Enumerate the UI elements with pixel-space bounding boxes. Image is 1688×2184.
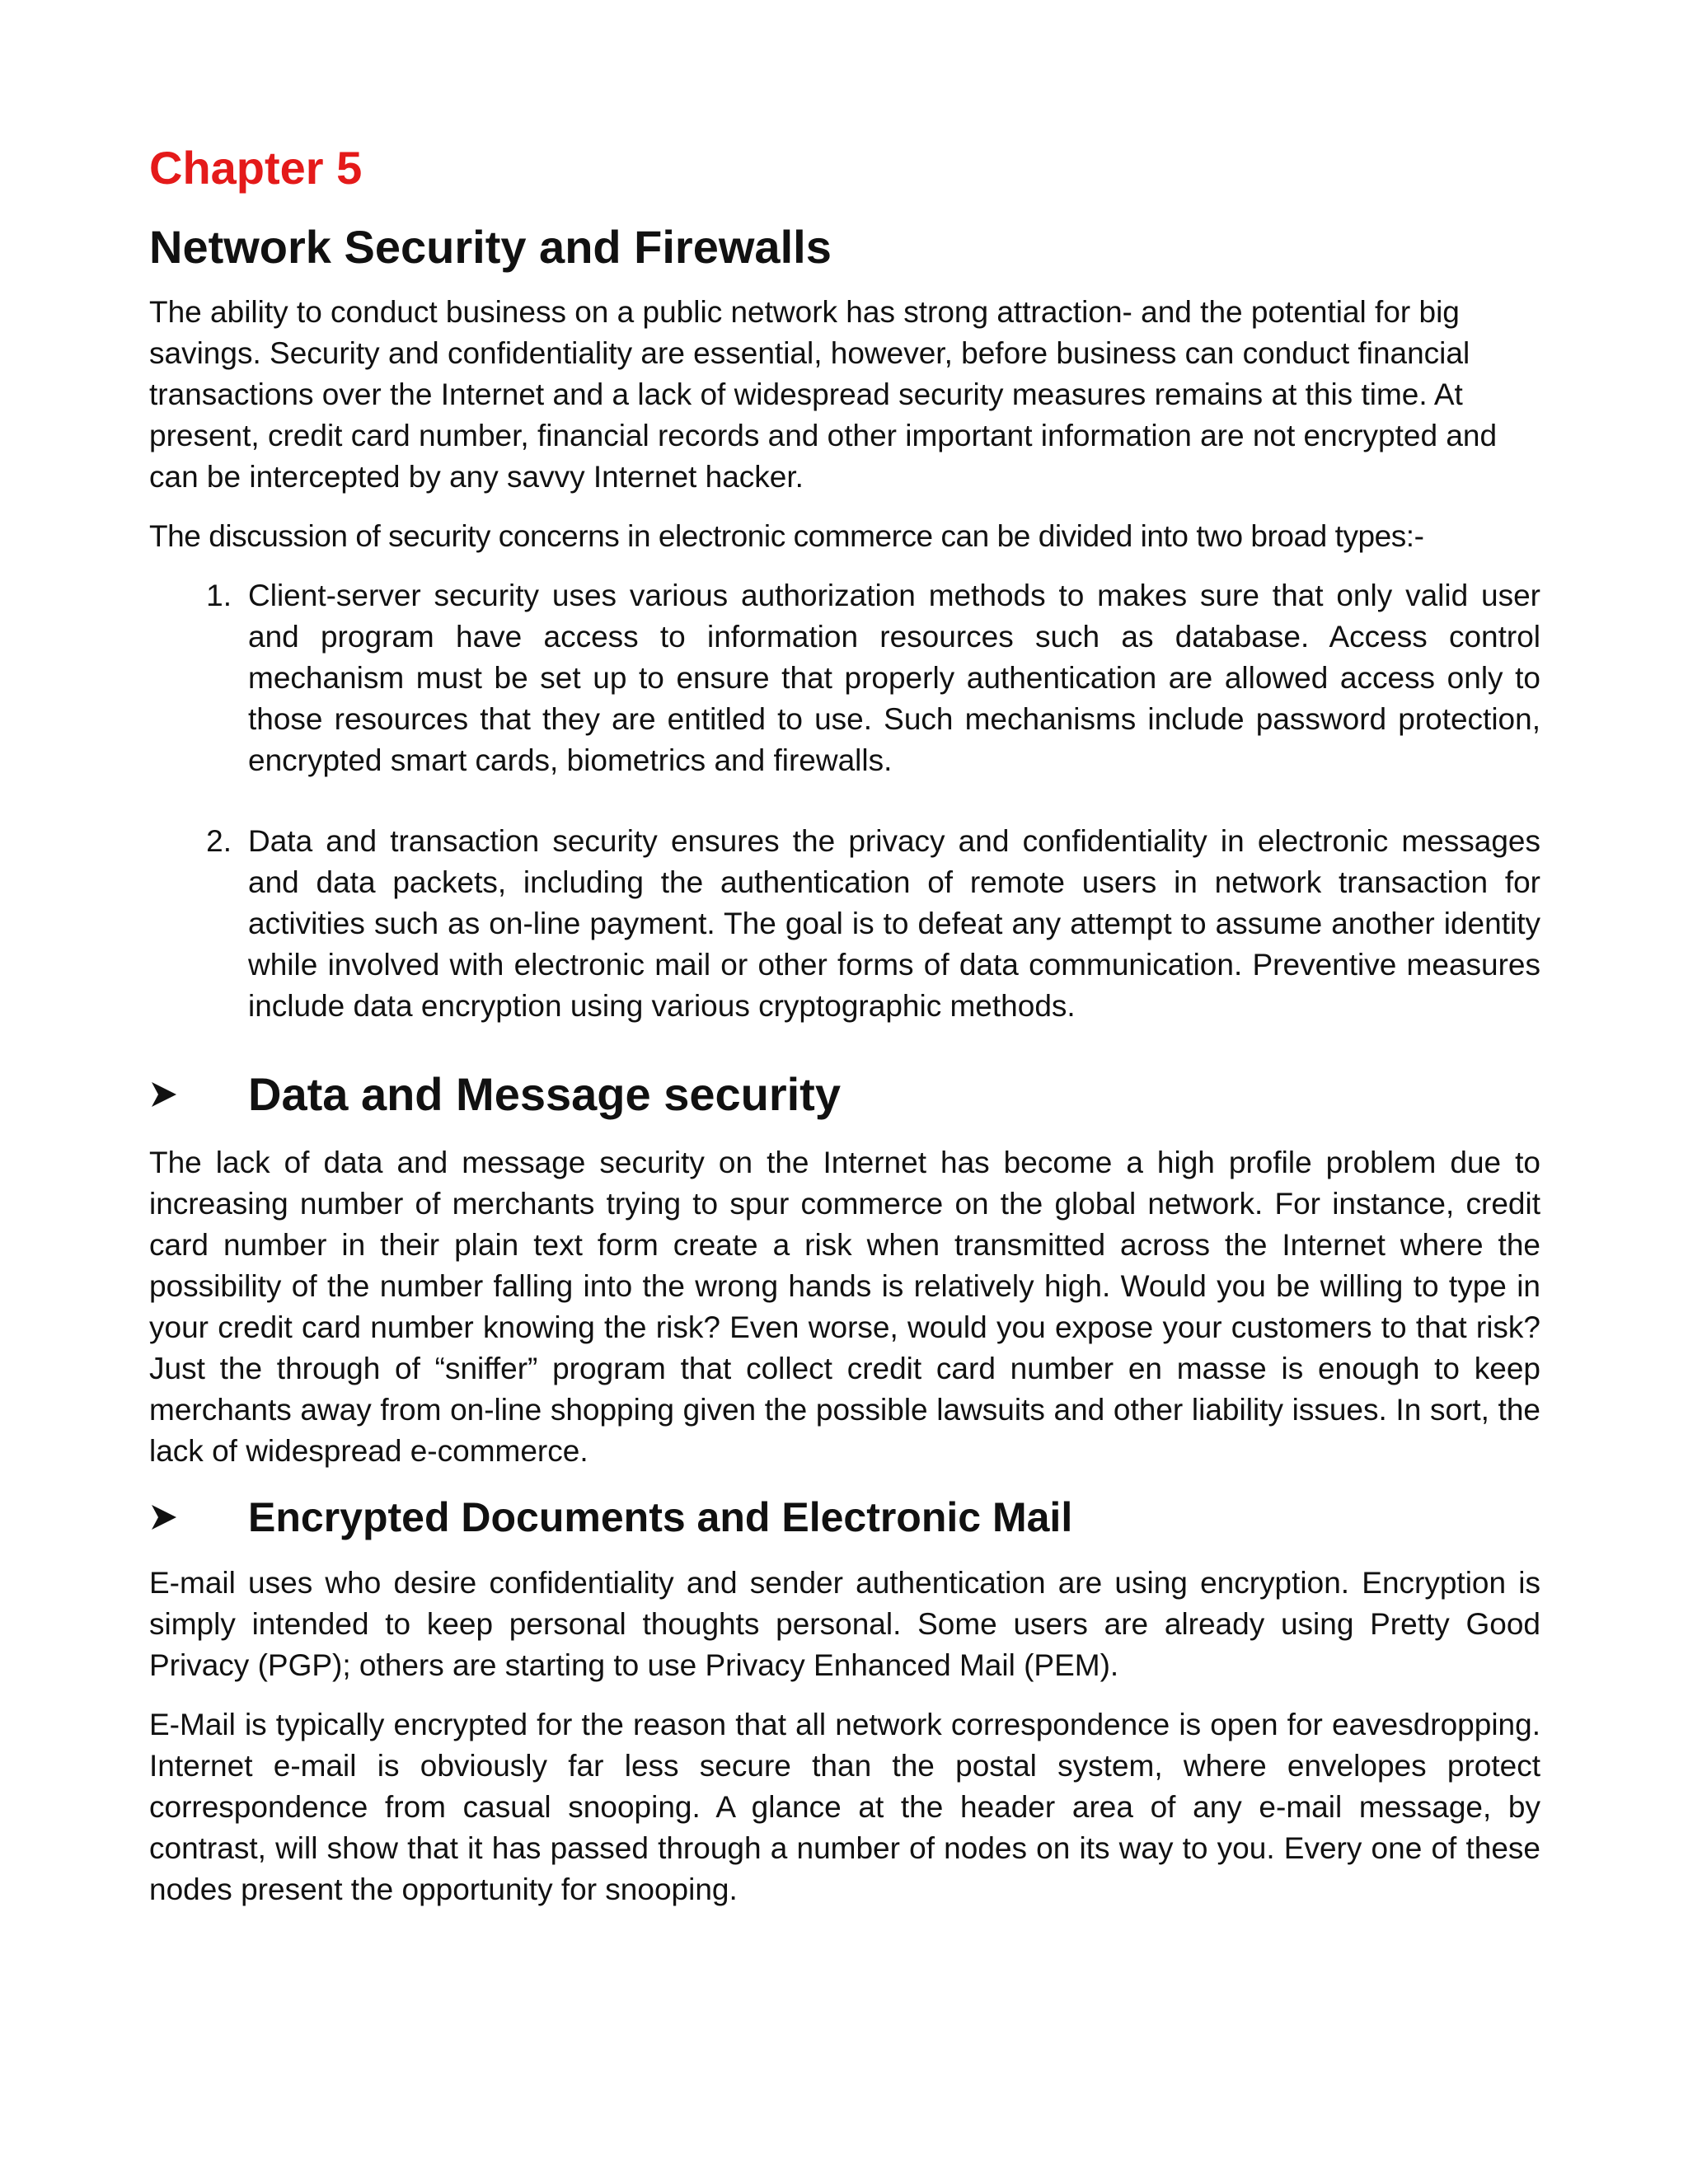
encrypted-paragraph-2: E-Mail is typically encrypted for the reason that all network correspondence is open for eavesdropping. Internet e-mail is obviously far less secure than the postal system, where envelopes protect correspondence from casual snooping. A glance at the header area of any e-mail message, by contrast, will show that it has passed through a number of nodes on its way to you. Every one of these nodes present the opportunity for snooping.	[149, 1708, 1540, 1906]
intro-paragraph: The ability to conduct business on a public network has strong attraction- and the potential for big savings. Security and confidentiality are essential, however, before business can conduct financial transactions over the Internet and a lack of widespread security measures remains at this time. At present, credit card number, financial records and other important information are not encrypted and can be intercepted by any savvy Internet hacker.	[149, 295, 1498, 494]
list-item	[149, 575, 1540, 781]
arrow-bullet-icon	[149, 1080, 248, 1109]
section-heading-text: Data and Message security	[248, 1068, 841, 1120]
section-heading-data-message	[149, 1065, 1540, 1124]
list-item-text: Data and transaction security ensures the privacy and confidentiality in electronic messages and data packets, including the authentication of remote users in network transaction for activities such as on-line payment. The goal is to defeat any attempt to assume another identity while involved with electronic mail or other forms of data communication. Preventive measures include data encryption using various cryptographic methods.	[248, 824, 1540, 1023]
document-page	[149, 140, 1540, 1929]
encrypted-paragraph-1: E-mail uses who desire confidentiality and sender authentication are using encryption. Encryption is simply intended to keep personal thoughts personal. Some users are already using Pretty Good Privacy (PGP); others are starting to use Privacy Enhanced Mail (PEM).	[149, 1566, 1540, 1682]
intro-types-paragraph: The discussion of security concerns in electronic commerce can be divided into two broad types:-	[149, 519, 1424, 553]
chapter-label: Chapter 5	[149, 142, 363, 194]
chapter-title: Network Security and Firewalls	[149, 221, 832, 273]
section-heading-text: Encrypted Documents and Electronic Mail	[248, 1494, 1073, 1540]
list-item-text: Client-server security uses various authorization methods to makes sure that only valid user and program have access to information resources such as database. Access control mechanism must be set up to ensure that properly authentication are allowed access only to those resources that they are entitled to use. Such mechanisms include password protection, encrypted smart cards, biometrics and firewalls.	[248, 579, 1540, 777]
list-item	[149, 821, 1540, 1027]
list-item-number: 1.	[206, 579, 232, 612]
security-types-list	[149, 575, 1540, 1027]
arrow-bullet-icon	[149, 1502, 248, 1532]
section-heading-encrypted	[149, 1490, 1540, 1544]
data-message-paragraph: The lack of data and message security on the Internet has become a high profile problem due to increasing number of merchants trying to spur commerce on the global network. For instance, credit card number in their plain text form create a risk when transmitted across the Internet where the possibility of the number falling into the wrong hands is relatively high. Would you be willing to type in your credit card number knowing the risk? Even worse, would you expose your customers to that risk? Just the through of “sniffer” program that collect credit card number en masse is enough to keep merchants away from on-line shopping given the possible lawsuits and other liability issues. In sort, the lack of widespread e-commerce.	[149, 1146, 1540, 1468]
list-item-number: 2.	[206, 824, 232, 858]
